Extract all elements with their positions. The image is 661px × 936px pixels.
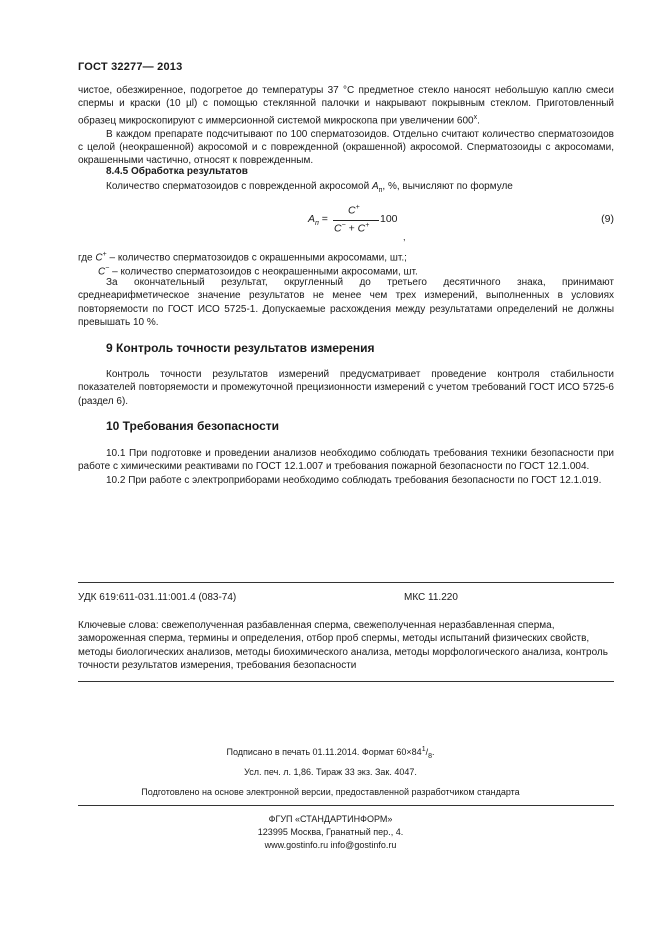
publisher-web[interactable]: www.gostinfo.ru info@gostinfo.ru [264, 840, 397, 850]
final-result-paragraph: За окончательный результат, округленный до третьего десятичного знака, принимают среднеарифметическое значение результатов не менее чем трех измерений, выполненных в условиях повторяемости по ГОСТ ИСО 5725-1. Допускаемые расхождения между результатами определений не должны превышать 10 %. [78, 277, 614, 329]
formula-denominator: C− + C+ [334, 222, 370, 235]
imprint-line-3: Подготовлено на основе электронной версии, предоставленной разработчиком стандарта [141, 787, 520, 797]
udk-code: УДК 619:611-031.11:001.4 (083-74) [78, 592, 237, 603]
publisher-address: 123995 Москва, Гранатный пер., 4. [257, 827, 404, 837]
lead-text-a: Количество сперматозоидов с поврежденной акросомой [106, 181, 372, 192]
section-10-body [78, 447, 614, 487]
intro-p1-text: чистое, обезжиренное, подогретое до температуры 37 °C предметное стекло наносят небольшую каплю смеси спермы и краски (10 µl) с помощью стеклянной палочки и накрывают покрывным стеклом. Приготовленный образец микроскопируют с иммерсионной системой микроскопа при увеличении 600 [78, 85, 614, 127]
section-10-paragraph-2: 10.2 При работе с электроприборами необходимо соблюдать требования безопасности по ГОСТ 12.1.019. [106, 474, 602, 486]
formula-multiplier: 100 [380, 213, 398, 225]
formula-number: (9) [601, 213, 614, 225]
formula-comma: , [403, 232, 406, 242]
intro-paragraph-1 [78, 84, 614, 128]
keywords: Ключевые слова: свежеполученная разбавленная сперма, свежеполученная неразбавленная сперма, замороженная сперма, термины и определения, отбор проб спермы, методы испытаний физических свойств, методы биологических анализов, методы биохимического анализа, методы морфологического анализа, контроль точности результатов измерения, требования безопасности [78, 620, 608, 672]
where-line-2: C− – количество сперматозоидов с неокрашенными акросомами, шт. [98, 265, 418, 278]
intro-block [78, 84, 614, 168]
formula-9 [300, 204, 620, 244]
intro-p1-end: . [477, 115, 480, 127]
subsection-title: 8.4.5 Обработка результатов [106, 166, 248, 177]
magnification-sup: x [473, 113, 478, 121]
formula-lhs: $A_п$ = [308, 213, 328, 228]
section-9-text: Контроль точности результатов измерений предусматривает проведение контроля стабильности показателей повторяемости и промежуточной прецизионности измерений с учетом требований ГОСТ ИСО 5725-6 (раздел 6). [78, 369, 614, 407]
where-line-1: где C+ – количество сперматозоидов с окрашенными акросомами, шт.; [78, 251, 407, 264]
lead-text-b: , %, вычисляют по формуле [382, 181, 513, 192]
mks-code: МКС 11.220 [404, 592, 458, 603]
publisher-name: ФГУП «СТАНДАРТИНФОРМ» [268, 814, 393, 824]
section-9-title: 9 Контроль точности результатов измерения [106, 341, 375, 355]
imprint-line-2: Усл. печ. л. 1,86. Тираж 33 экз. Зак. 4047. [244, 767, 417, 777]
fraction-bar [333, 220, 379, 221]
divider-top [78, 582, 614, 583]
section-10-paragraph-1: 10.1 При подготовке и проведении анализов необходимо соблюдать требования техники безопасности при работе с химическими реактивами по ГОСТ 12.1.007 и требования пожарной безопасности по ГОСТ 12.1.004. [78, 448, 614, 473]
section-10-title: 10 Требования безопасности [106, 419, 280, 433]
lead-variable: A [371, 181, 379, 192]
formula-numerator: C+ [348, 204, 360, 217]
imprint-line-1: Подписано в печать 01.11.2014. Формат $60\times 84^1/_8$. [226, 746, 435, 760]
subsection-lead [106, 180, 614, 197]
document-header: ГОСТ 32277— 2013 [78, 61, 183, 73]
imprint-divider [78, 805, 614, 806]
intro-paragraph-2: В каждом препарате подсчитывают по 100 сперматозоидов. Отдельно считают количество сперматозоидов с целой (неокрашенной) акросомой и с поврежденной (окрашенной) акросомой. Сперматозоиды с акросомами, окрашенными частично, относят к поврежденным. [78, 128, 614, 167]
divider-bottom [78, 681, 614, 682]
lead-variable-sub: п [378, 187, 383, 194]
